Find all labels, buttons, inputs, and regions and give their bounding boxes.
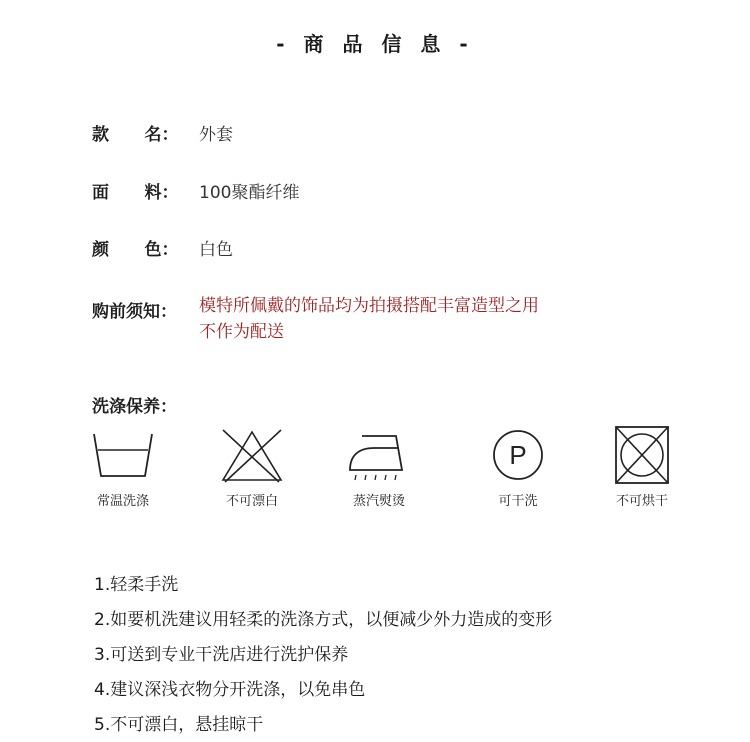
- name-label: 款 名：: [92, 125, 179, 145]
- material-value: 100聚酯纤维: [199, 183, 300, 203]
- care-section-label: 洗涤保养：: [92, 397, 177, 417]
- instruction-item: 1.轻柔手洗: [94, 575, 179, 595]
- care-item-steam-iron: [324, 426, 434, 509]
- care-label-wash: 常温洗涤: [96, 494, 149, 509]
- care-label-no-tumble-dry: 不可烘干: [615, 494, 668, 509]
- name-value: 外套: [199, 125, 233, 145]
- color-label: 颜 色：: [92, 240, 179, 260]
- instruction-item: 2.如要机洗建议用轻柔的洗涤方式，以便减少外力造成的变形: [94, 610, 553, 630]
- care-item-no-bleach: [197, 426, 307, 509]
- notice-label: 购前须知：: [92, 302, 177, 322]
- care-label-no-bleach: 不可漂白: [225, 494, 278, 509]
- instruction-item: 3.可送到专业干洗店进行洗护保养: [94, 645, 349, 665]
- dry-clean-p-icon: [483, 426, 553, 484]
- care-label-dry-clean: 可干洗: [498, 494, 538, 509]
- dry-clean-symbol: P: [509, 440, 527, 470]
- material-label: 面 料：: [92, 183, 179, 203]
- no-bleach-icon: [217, 426, 287, 484]
- care-item-wash: [68, 426, 178, 509]
- wash-tub-icon: [88, 426, 158, 484]
- instruction-item: 5.不可漂白，悬挂晾干: [94, 715, 264, 735]
- instruction-item: 4.建议深浅衣物分开洗涤，以免串色: [94, 680, 366, 700]
- notice-line-2: 不作为配送: [199, 322, 284, 342]
- care-item-no-tumble-dry: [587, 426, 697, 509]
- notice-line-1: 模特所佩戴的饰品均为拍摄搭配丰富造型之用: [199, 296, 539, 316]
- care-label-steam-iron: 蒸汽熨烫: [352, 494, 405, 509]
- care-item-dry-clean: [463, 426, 573, 509]
- steam-iron-icon: [344, 426, 414, 484]
- no-tumble-dry-icon: [607, 426, 677, 484]
- color-value: 白色: [199, 240, 233, 260]
- page-title: - 商 品 信 息 -: [276, 32, 474, 56]
- notice-value: [199, 293, 539, 345]
